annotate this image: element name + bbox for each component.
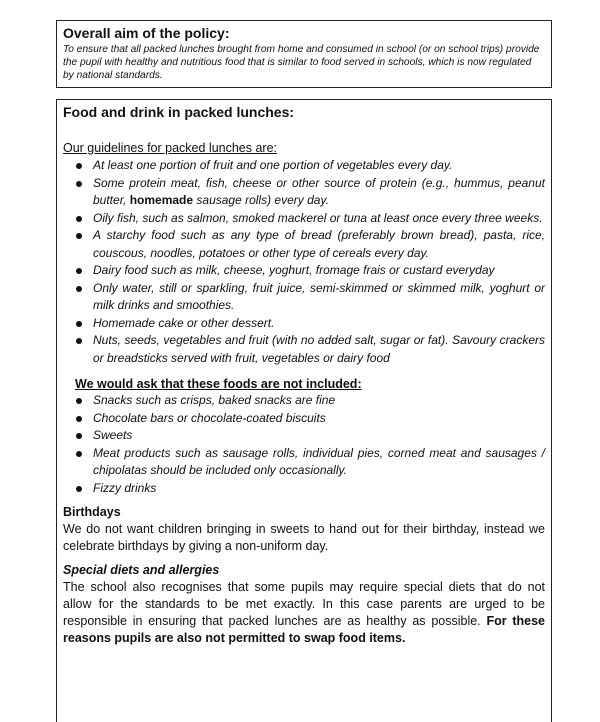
excluded-item: Fizzy drinks bbox=[63, 480, 545, 498]
guidelines-intro: Our guidelines for packed lunches are: bbox=[63, 141, 278, 155]
bullet-icon bbox=[76, 181, 82, 187]
bullet-icon bbox=[76, 268, 82, 274]
policy-aim-box bbox=[56, 20, 552, 88]
guidelines-list bbox=[63, 157, 545, 367]
bullet-icon bbox=[76, 216, 82, 222]
guideline-item: Nuts, seeds, vegetables and fruit (with no added salt, sugar or fat). Savoury crackers or breadsticks served with fruit, vegetables or dairy food bbox=[63, 332, 545, 367]
exclude-intro: We would ask that these foods are not included: bbox=[75, 377, 362, 391]
bullet-icon bbox=[76, 233, 82, 239]
food-title: Food and drink in packed lunches: bbox=[63, 104, 295, 120]
bullet-icon bbox=[76, 321, 82, 327]
excluded-item: Sweets bbox=[63, 427, 545, 445]
guideline-item: Dairy food such as milk, cheese, yoghurt, fromage frais or custard everyday bbox=[63, 262, 545, 280]
guideline-item: At least one portion of fruit and one portion of vegetables every day. bbox=[63, 157, 545, 175]
special-diets-text: The school also recognises that some pupils may require special diets that do not allow for the standards to be met exactly. In this case parents are urged to be responsible in ensuring that packed lunches are as healthy as possible. For these reasons pupils are also not permitted to swap food items. bbox=[63, 580, 545, 645]
bullet-icon bbox=[76, 338, 82, 344]
bullet-icon bbox=[76, 398, 82, 404]
excluded-list bbox=[63, 392, 545, 497]
packed-lunch-box bbox=[56, 99, 552, 722]
guideline-item: A starchy food such as any type of bread (preferably brown bread), pasta, rice, couscous, noodles, potatoes or other type of cereals every day. bbox=[63, 227, 545, 262]
bullet-icon bbox=[76, 286, 82, 292]
bullet-icon bbox=[76, 163, 82, 169]
guideline-item: Only water, still or sparkling, fruit juice, semi-skimmed or skimmed milk, yoghurt or milk drinks and smoothies. bbox=[63, 280, 545, 315]
excluded-item: Meat products such as sausage rolls, individual pies, corned meat and sausages / chipolatas should be included only occasionally. bbox=[63, 445, 545, 480]
guideline-item: Oily fish, such as salmon, smoked mackerel or tuna at least once every three weeks. bbox=[63, 210, 545, 228]
bullet-icon bbox=[76, 416, 82, 422]
special-diets-heading: Special diets and allergies bbox=[63, 563, 220, 577]
guideline-item: Homemade cake or other dessert. bbox=[63, 315, 545, 333]
birthdays-heading: Birthdays bbox=[63, 505, 121, 519]
excluded-item: Snacks such as crisps, baked snacks are fine bbox=[63, 392, 545, 410]
bullet-icon bbox=[76, 451, 82, 457]
bullet-icon bbox=[76, 433, 82, 439]
excluded-item: Chocolate bars or chocolate-coated biscuits bbox=[63, 410, 545, 428]
aim-title: Overall aim of the policy: bbox=[63, 25, 230, 41]
aim-text: To ensure that all packed lunches brought from home and consumed in school (or on school trips) provide the pupil with healthy and nutritious food that is similar to food served in schools, which is now regulated by national standards. bbox=[63, 44, 540, 81]
bullet-icon bbox=[76, 486, 82, 492]
guideline-item: Some protein meat, fish, cheese or other source of protein (e.g., hummus, peanut butter, homemade sausage rolls) every day. bbox=[63, 175, 545, 210]
birthdays-text: We do not want children bringing in sweets to hand out for their birthday, instead we celebrate birthdays by giving a non-uniform day. bbox=[63, 522, 545, 553]
